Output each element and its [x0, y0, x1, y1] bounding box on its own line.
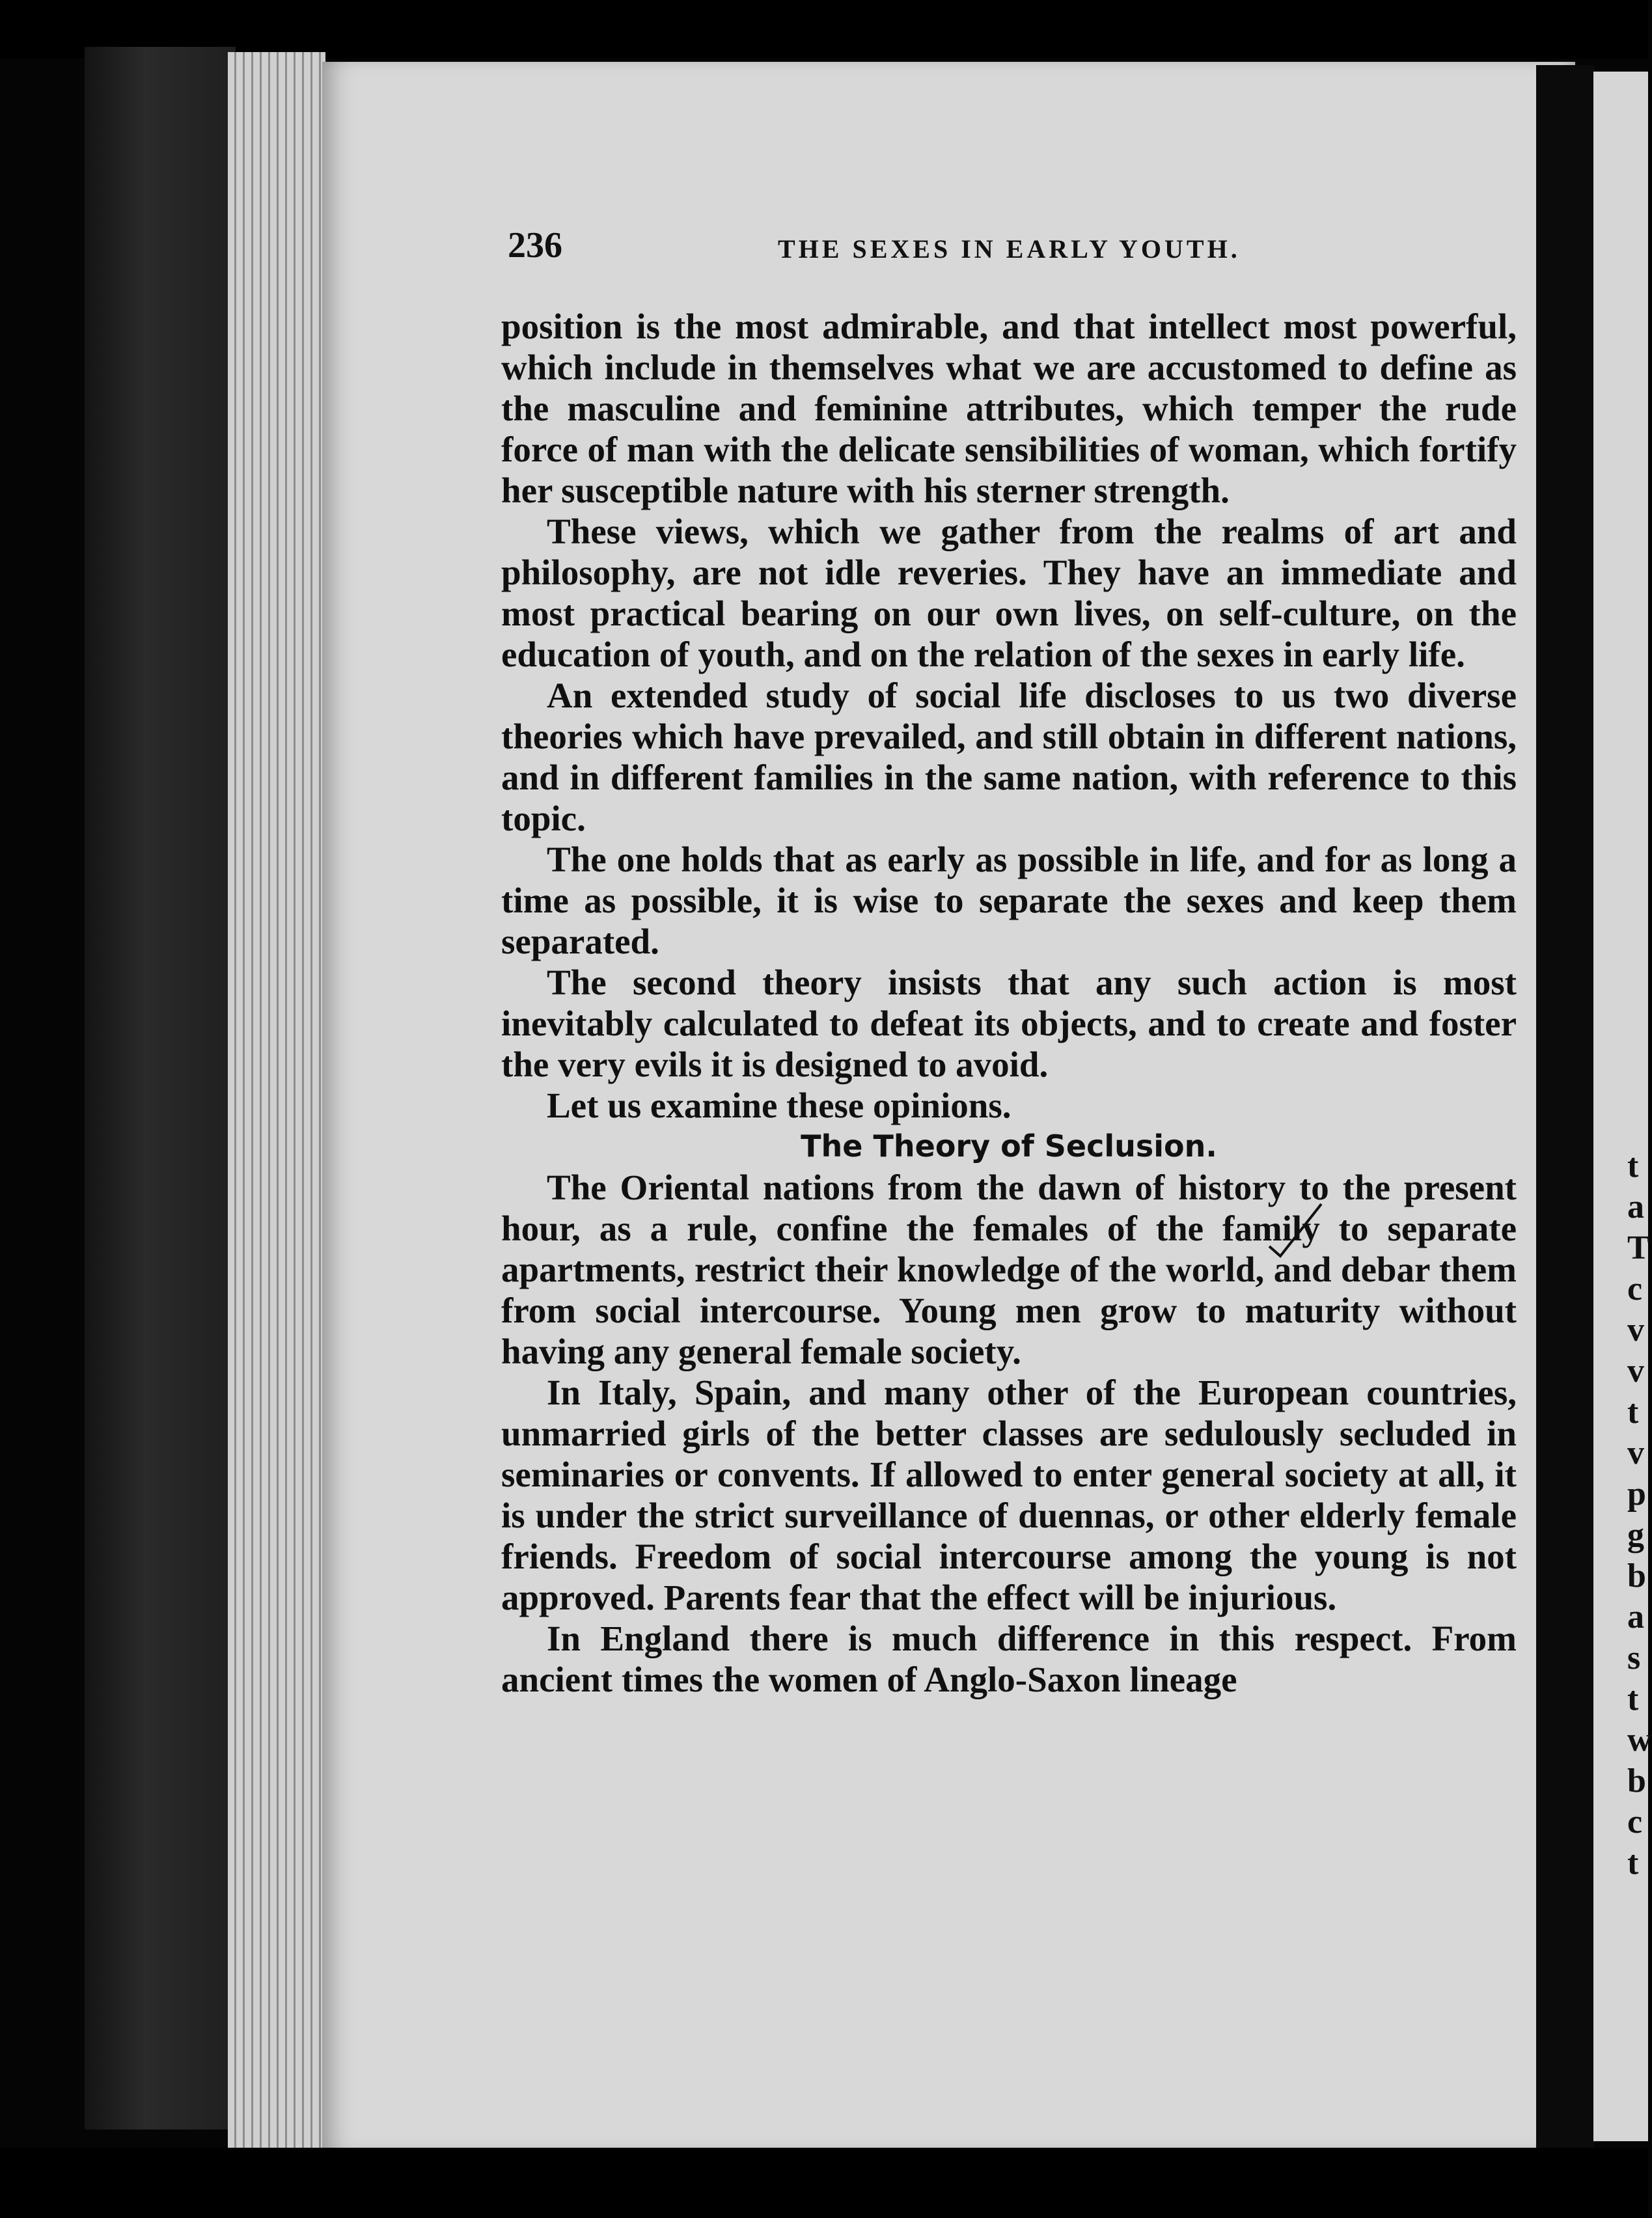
running-title: THE SEXES IN EARLY YOUTH. [778, 234, 1241, 264]
paragraph: position is the most admirable, and that intellect most powerful, which include in themselves what we are accustomed to define as the masculine and feminine attributes, which temper the rude force of man with the delicate sensibilities of woman, which fortify her susceptible nature with his sterner strength. [501, 307, 1517, 510]
facing-page-letter: a [1627, 1598, 1644, 1636]
facing-page-letter: b [1627, 1557, 1646, 1595]
page-header [508, 225, 1523, 277]
pencil-checkmark-icon [1266, 1201, 1325, 1259]
section-heading: The Theory of Seclusion. [801, 1129, 1217, 1164]
facing-page-letter: t [1627, 1147, 1639, 1184]
facing-page-letter: g [1627, 1516, 1644, 1554]
paragraph: The second theory insists that any such action is most inevitably calculated to defeat its objects, and to create and foster the very evils it is designed to avoid. [501, 963, 1517, 1084]
facing-page-letter: v [1627, 1311, 1644, 1349]
paragraph: In Italy, Spain, and many other of the European countries, unmarried girls of the better classes are sedulously secluded in seminaries or convents. If allowed to enter general society at all, it is under the strict surveillance of duennas, or other elderly female friends. Freedom of social intercourse among the young is not approved. Parents fear that the effect will be injurious. [501, 1373, 1517, 1617]
paragraph: In England there is much difference in this respect. From ancient times the women of Anglo-Saxon lineage [501, 1619, 1517, 1699]
scan-bottom-border [0, 2148, 1648, 2218]
page-edges [228, 52, 325, 2148]
page-gutter [1536, 65, 1595, 2148]
facing-page-letter: a [1627, 1188, 1644, 1225]
facing-page-letter: p [1627, 1475, 1646, 1513]
paragraph: The Oriental nations from the dawn of history to the present hour, as a rule, confine the females of the family to separate apartments, restrict their knowledge of the world, and debar them from social intercourse. Young men grow to maturity without having any general female society. [501, 1168, 1517, 1371]
facing-page-letter: t [1627, 1680, 1639, 1718]
facing-page-letter: s [1627, 1639, 1641, 1677]
paragraph: These views, which we gather from the realms of art and philosophy, are not idle reveries. They have an immediate and most practical bearing on our own lives, on self-culture, on the education of youth, and on the relation of the sexes in early life. [501, 512, 1517, 674]
facing-page-letter: c [1627, 1803, 1643, 1841]
facing-page-letter: t [1627, 1393, 1639, 1431]
paragraph: Let us examine these opinions. [547, 1086, 1012, 1125]
facing-page-letter: v [1627, 1434, 1644, 1472]
facing-page-letter: T [1627, 1229, 1650, 1266]
paragraph: The one holds that as early as possible in life, and for as long a time as possible, it is wise to separate the sexes and keep them separated. [501, 840, 1517, 961]
facing-page-letter: v [1627, 1352, 1644, 1390]
book-binding [85, 47, 236, 2129]
scan-top-border [0, 0, 1648, 59]
facing-page-letter: b [1627, 1762, 1646, 1800]
paragraph: An extended study of social life discloses to us two diverse theories which have prevailed, and still obtain in different nations, and in different families in the same nation, with reference to this topic. [501, 676, 1517, 838]
facing-page-letter: w [1627, 1721, 1652, 1759]
page-body [501, 306, 1517, 1700]
facing-page-fragments [1627, 1145, 1652, 1883]
facing-page-letter: t [1627, 1844, 1639, 1882]
facing-page-letter: c [1627, 1270, 1643, 1308]
page-number: 236 [508, 225, 562, 266]
